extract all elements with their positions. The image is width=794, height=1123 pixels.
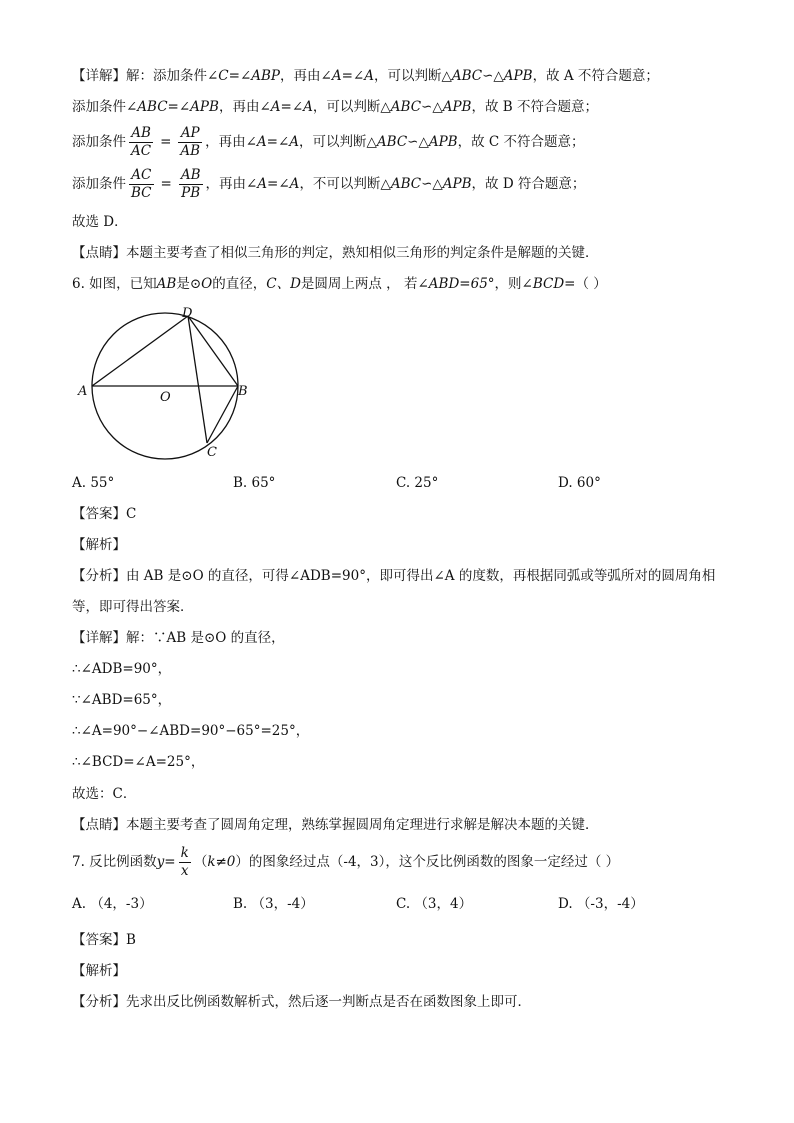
remark-tag: 【点睛】	[72, 245, 126, 261]
q6-fenxi-2: 等，即可得出答案．	[72, 599, 194, 615]
q6-option-c: C. 25°	[396, 475, 439, 491]
q6-detail-1: 【详解】解：∵AB 是⊙O 的直径，	[72, 630, 285, 646]
q6-option-a: A. 55°	[72, 475, 115, 491]
q6-fenxi-1: 【分析】由 AB 是⊙O 的直径，可得∠ADB=90°，即可得出∠A 的度数，再根据同弧或等弧所对的圆周角相	[72, 568, 716, 584]
q6-detail-2: ∴∠ADB=90°，	[72, 661, 172, 677]
chord-bc	[207, 386, 238, 443]
fraction: $\frac{AB}{AC}$	[131, 125, 152, 159]
q6-stem: 6. 如图，已知AB是⊙O的直径，C、D是圆周上两点 ， 若∠ABD=65°，则∠BCD=（ ）	[72, 276, 607, 292]
q6-answer: 【答案】C	[72, 506, 137, 522]
q5-detail-line-2: 添加条件∠ABC=∠APB，再由∠A=∠A，可以判断△ABC∽△APB，故 B 不符合题意；	[72, 99, 598, 115]
label-o: O	[160, 390, 171, 405]
q7-option-b: B. （3，-4）	[233, 896, 314, 912]
q7-option-c: C. （3，4）	[396, 896, 473, 912]
q6-option-b: B. 65°	[233, 475, 276, 491]
q7-stem: 7. 反比例函数y= $\frac{k}{x}$ （k≠0）的图象经过点（-4，3），这个反比例函数的图象一定经过（ ）	[72, 845, 620, 879]
label-b: B	[238, 384, 248, 399]
q6-detail-5: ∴∠BCD=∠A=25°，	[72, 754, 205, 770]
q7-answer: 【答案】B	[72, 932, 136, 948]
q5-remark: 【点睛】本题主要考查了相似三角形的判定，熟知相似三角形的判定条件是解题的关键．	[72, 245, 599, 261]
q7-option-d: D. （-3，-4）	[558, 896, 644, 912]
q5-detail-line-1: 【详解】解：添加条件∠C=∠ABP，再由∠A=∠A，可以判断△ABC∽△APB，故 A 不符合题意；	[72, 68, 659, 84]
detail-tag: 【详解】	[72, 68, 126, 84]
q6-analysis-tag: 【解析】	[72, 537, 126, 553]
q6-detail-6: 故选：C．	[72, 786, 137, 802]
q6-detail-3: ∵∠ABD=65°，	[72, 692, 172, 708]
q5-detail-line-3: 添加条件 $\frac{AB}{AC}$ = $\frac{AP}{AB}$ ，再由∠A=∠A，可以判断△ABC∽△APB，故 C 不符合题意；	[72, 125, 585, 159]
circle-figure	[72, 300, 272, 465]
fraction: $\frac{k}{x}$	[180, 845, 189, 879]
q7-option-a: A. （4，-3）	[72, 896, 153, 912]
q6-option-d: D. 60°	[558, 475, 601, 491]
label-d: D	[182, 306, 193, 321]
chord-ad	[92, 316, 188, 386]
q7-analysis-tag: 【解析】	[72, 963, 126, 979]
q5-detail-line-4: 添加条件 $\frac{AC}{BC}$ = $\frac{AB}{PB}$ ，再由∠A=∠A，不可以判断△ABC∽△APB，故 D 符合题意；	[72, 167, 586, 201]
label-a: A	[78, 384, 88, 399]
fraction: $\frac{AP}{AB}$	[180, 125, 201, 159]
chord-dc	[188, 316, 207, 443]
fraction: $\frac{AC}{BC}$	[131, 167, 152, 201]
q6-remark: 【点睛】本题主要考查了圆周角定理，熟练掌握圆周角定理进行求解是解决本题的关键．	[72, 817, 599, 833]
chord-db	[188, 316, 238, 386]
q6-detail-4: ∴∠A=90°−∠ABD=90°−65°=25°，	[72, 723, 310, 739]
q5-conclusion: 故选 D．	[72, 214, 128, 230]
fraction: $\frac{AB}{PB}$	[180, 167, 201, 201]
q7-fenxi: 【分析】先求出反比例函数解析式，然后逐一判断点是否在函数图象上即可．	[72, 994, 531, 1010]
label-c: C	[207, 445, 217, 460]
